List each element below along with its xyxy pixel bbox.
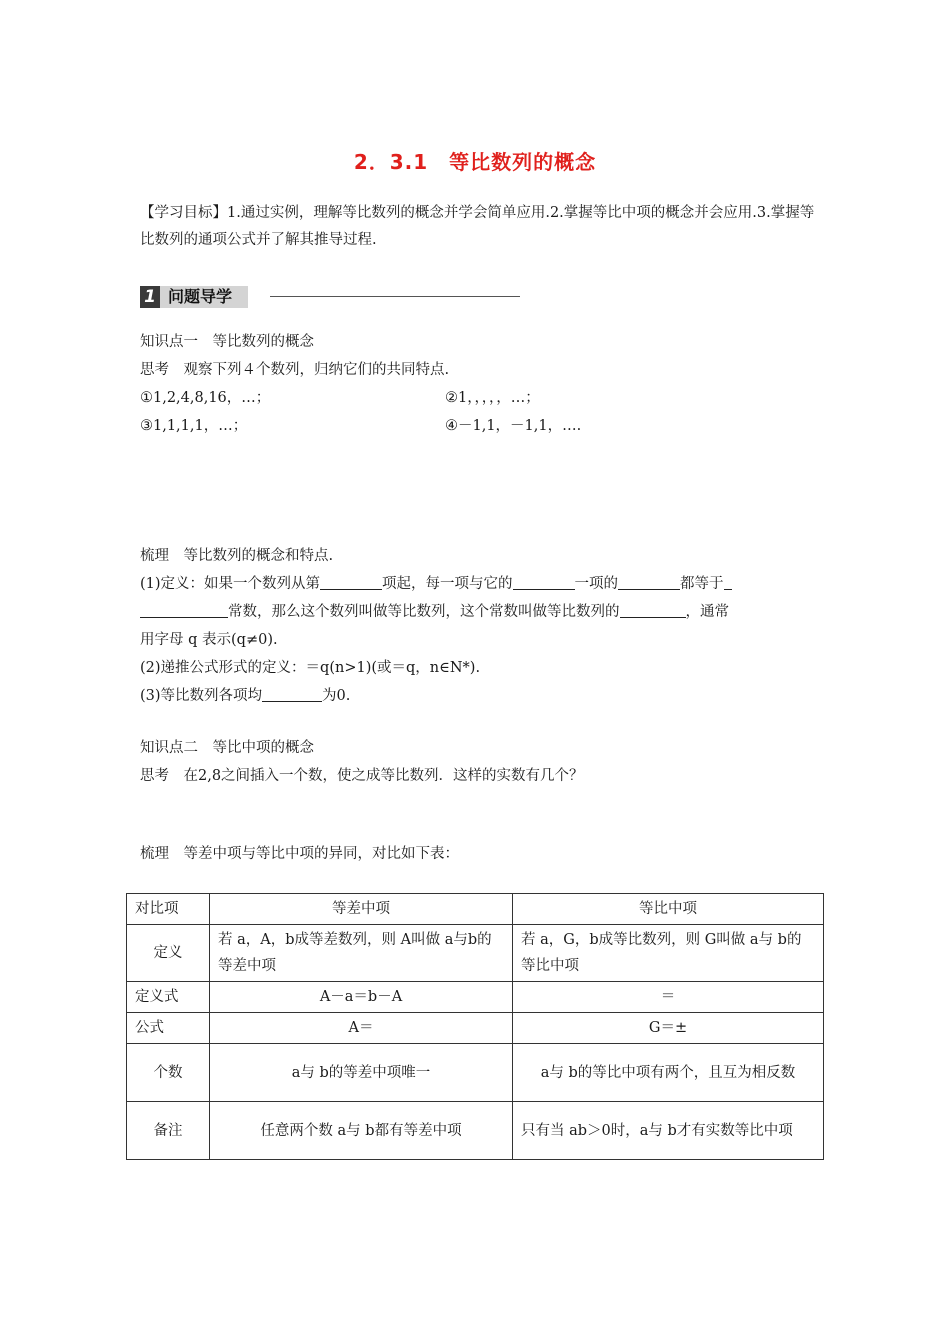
table-cell: ＝	[513, 982, 824, 1013]
header-cell: 等差中项	[210, 894, 513, 925]
def-part-a: (1)定义：如果一个数列从第	[140, 576, 321, 592]
goals-tag: 【学习目标】	[140, 205, 227, 221]
table-cell: 任意两个数 a与 b都有等差中项	[210, 1102, 513, 1160]
table-header-row	[127, 894, 824, 925]
item3-part-a: (3)等比数列各项均	[140, 688, 263, 704]
definition-line-2	[140, 600, 729, 621]
header-cell: 对比项	[127, 894, 210, 925]
blank-3	[618, 575, 680, 590]
def-part-c: 一项的	[574, 576, 619, 592]
table-cell: G＝±	[513, 1013, 824, 1044]
table-row	[127, 925, 824, 982]
comparison-table	[126, 893, 824, 1160]
kp1-heading: 知识点一 等比数列的概念	[140, 334, 314, 350]
sequence-3: ③1,1,1,1，…；	[140, 418, 248, 434]
def-part-f: ，通常	[685, 604, 729, 620]
table-cell: 若 a，G，b成等比数列，则 G叫做 a与 b的等比中项	[513, 925, 824, 982]
blank-6	[262, 687, 322, 702]
section-rule	[270, 296, 520, 297]
definition-line-1	[140, 572, 732, 593]
item3-part-b: 为0.	[322, 688, 351, 704]
def-part-b: 项起，每一项与它的	[382, 576, 513, 592]
row-label: 备注	[127, 1102, 210, 1160]
table-row	[127, 1044, 824, 1102]
sequence-4: ④－1,1，－1,1，….	[445, 418, 582, 434]
item-3	[140, 684, 350, 705]
recursive-definition: (2)递推公式形式的定义：＝q(n>1)(或＝q，n∈N*).	[140, 660, 481, 676]
sort2-heading: 梳理 等差中项与等比中项的异同，对比如下表：	[140, 846, 459, 862]
table-row	[127, 1013, 824, 1044]
table-cell: a与 b的等比中项有两个，且互为相反数	[513, 1044, 824, 1102]
blank-2	[513, 575, 575, 590]
kp2-heading: 知识点二 等比中项的概念	[140, 740, 314, 756]
kp2-think: 思考 在2,8之间插入一个数，使之成等比数列．这样的实数有几个？	[140, 768, 584, 784]
kp1-think: 思考 观察下列４个数列，归纳它们的共同特点.	[140, 362, 450, 378]
row-label: 定义	[127, 925, 210, 982]
page-title: 2．3.1 等比数列的概念	[353, 150, 597, 174]
def-part-d: 都等于	[680, 576, 724, 592]
goals-text: 1.通过实例，理解等比数列的概念并学会简单应用.2.掌握等比中项的概念并会应用.3.掌握等比数列的通项公式并了解其推导过程.	[140, 205, 815, 248]
table-cell: A－a＝b－A	[210, 982, 513, 1013]
sequence-1: ①1,2,4,8,16，…；	[140, 390, 271, 406]
blank-4b	[140, 603, 228, 618]
blank-1	[320, 575, 382, 590]
sequence-2: ②1，，，，，…；	[445, 390, 540, 406]
blank-5	[620, 603, 686, 618]
learning-goals	[140, 200, 820, 254]
table-cell: A＝	[210, 1013, 513, 1044]
table-cell: 若 a，A，b成等差数列，则 A叫做 a与b的等差中项	[210, 925, 513, 982]
row-label: 定义式	[127, 982, 210, 1013]
table-row	[127, 982, 824, 1013]
section-number: 1	[140, 286, 160, 308]
sort1-heading: 梳理 等比数列的概念和特点.	[140, 548, 334, 564]
header-cell: 等比中项	[513, 894, 824, 925]
section-label: 问题导学	[160, 286, 248, 308]
blank-4a	[724, 575, 732, 590]
section-header	[140, 285, 248, 309]
definition-line-3: 用字母 q 表示(q≠0).	[140, 632, 278, 648]
table-cell: a与 b的等差中项唯一	[210, 1044, 513, 1102]
row-label: 公式	[127, 1013, 210, 1044]
def-part-e: 常数，那么这个数列叫做等比数列，这个常数叫做等比数列的	[228, 604, 620, 620]
row-label: 个数	[127, 1044, 210, 1102]
table-cell: 只有当 ab＞0时，a与 b才有实数等比中项	[513, 1102, 824, 1160]
table-row	[127, 1102, 824, 1160]
